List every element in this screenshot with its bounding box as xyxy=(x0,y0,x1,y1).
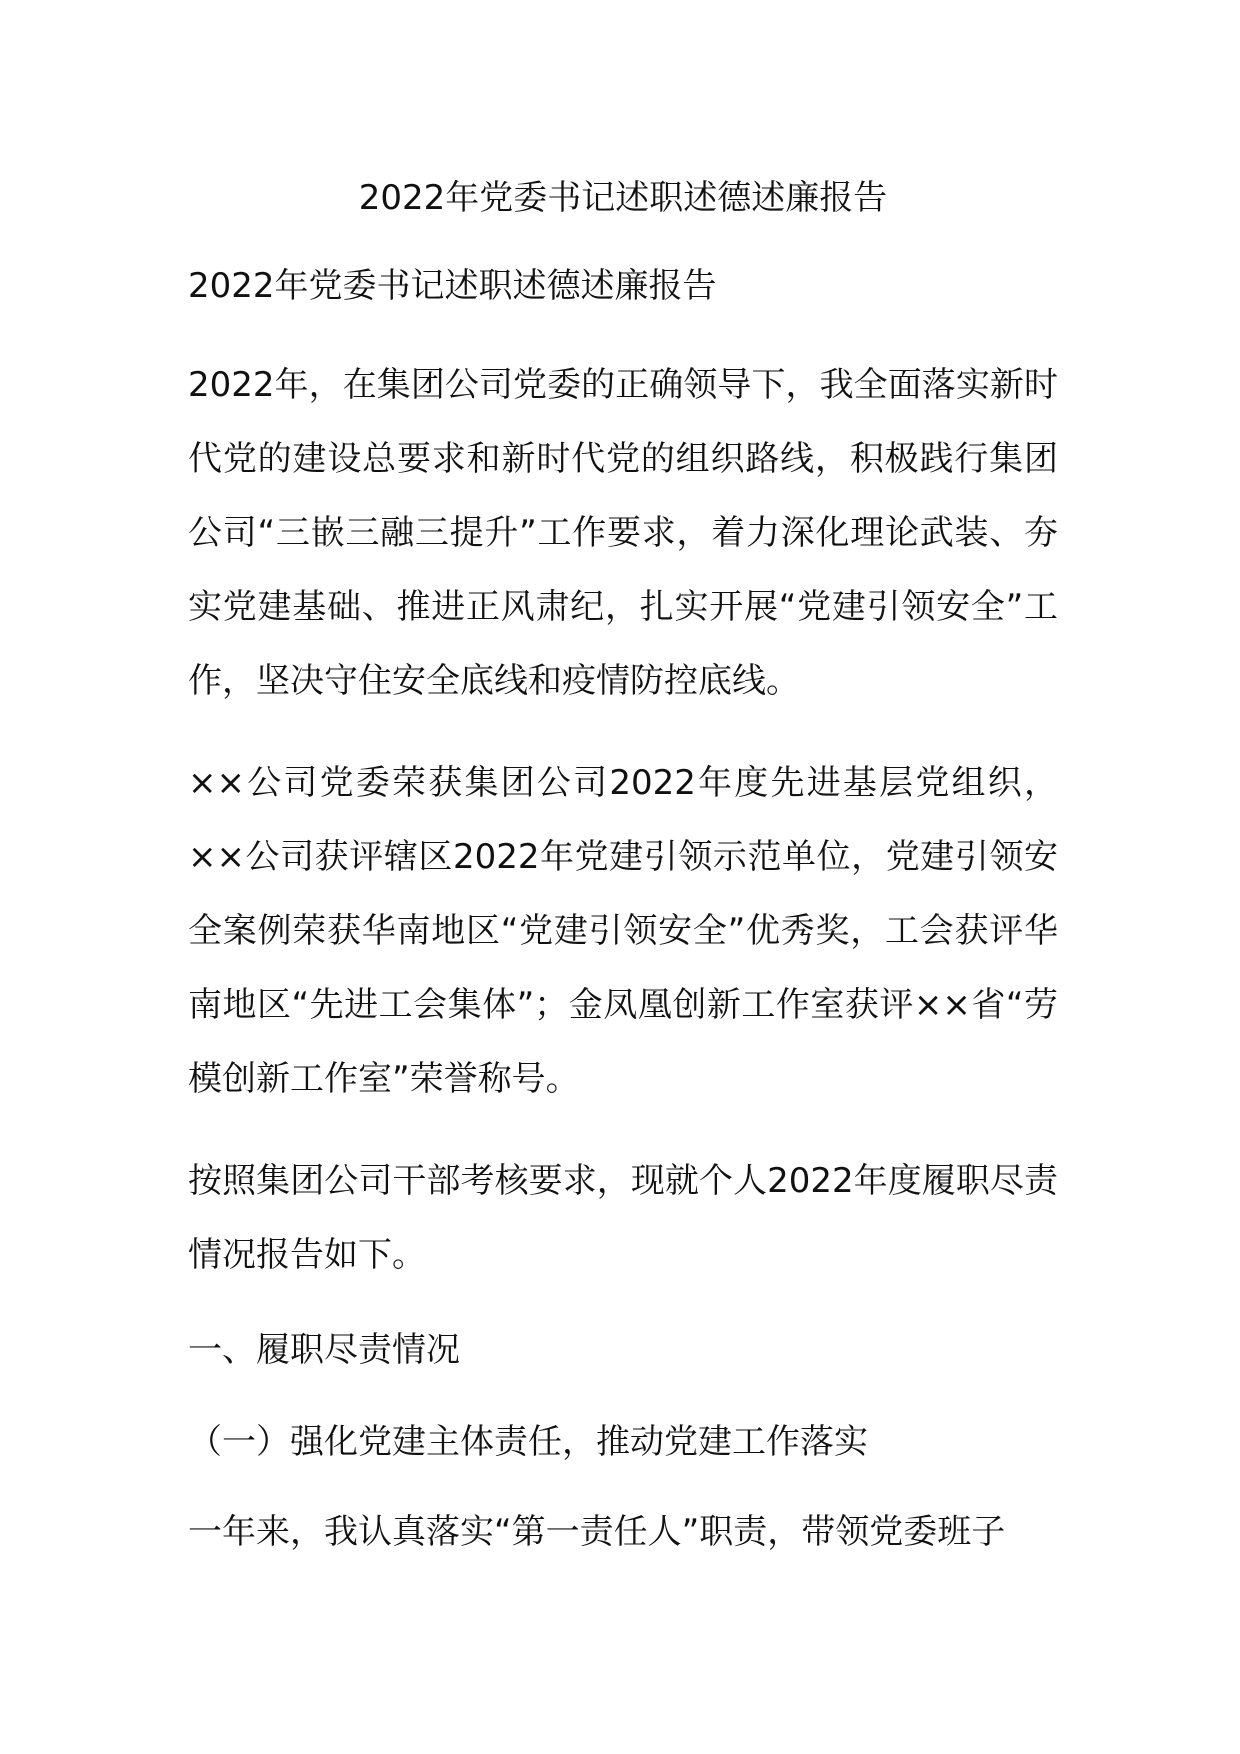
paragraph-honors: ××公司党委荣获集团公司2022年度先进基层党组织，××公司获评辖区2022年党建引领示范单位，党建引领安全案例荣获华南地区“党建引领安全”优秀奖，工会获评华南地区“先进工会集体”；金凤凰创新工作室获评××省“劳模创新工作室”荣誉称号。 xyxy=(188,763,1058,1099)
paragraph-first-responsibility: 一年来，我认真落实“第一责任人”职责，带领党委班子 xyxy=(188,1512,1006,1552)
paragraph-intro: 2022年，在集团公司党委的正确领导下，我全面落实新时代党的建设总要求和新时代党的组织路线，积极践行集团公司“三嵌三融三提升”工作要求，着力深化理论武装、夯实党建基础、推进正风肃纪，扎实开展“党建引领安全”工作，坚决守住安全底线和疫情防控底线。 xyxy=(188,365,1058,701)
section-heading-duties: 一、履职尽责情况 xyxy=(188,1330,460,1370)
document-body xyxy=(188,168,1058,1594)
paragraph-report-basis: 按照集团公司干部考核要求，现就个人2022年度履职尽责情况报告如下。 xyxy=(188,1161,1058,1275)
subsection-heading-party-building: （一）强化党建主体责任，推动党建工作落实 xyxy=(188,1422,868,1462)
document-title: 2022年党委书记述职述德述廉报告 xyxy=(358,178,888,218)
paragraph-subtitle: 2022年党委书记述职述德述廉报告 xyxy=(188,266,717,306)
